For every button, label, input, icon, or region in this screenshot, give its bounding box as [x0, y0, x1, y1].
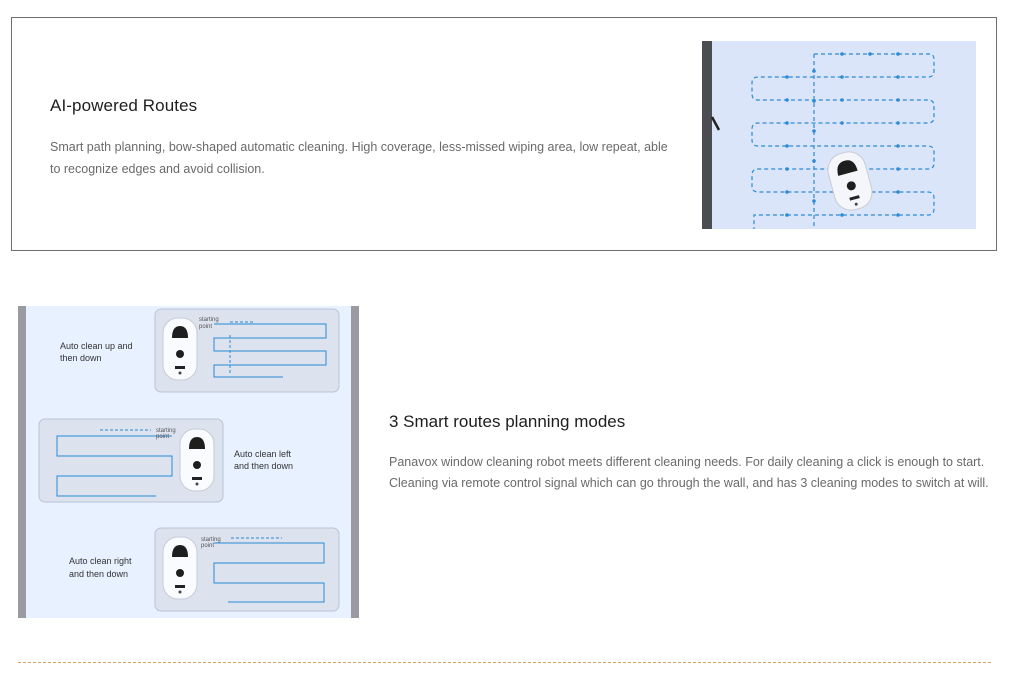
section-divider	[18, 662, 991, 663]
svg-text:point: point	[199, 324, 213, 330]
robot-icon	[163, 537, 197, 599]
feature-ai-routes	[11, 17, 997, 251]
robot-icon	[163, 318, 197, 380]
mode-label: Auto clean up and	[60, 341, 133, 351]
feature-title: AI-powered Routes	[50, 96, 198, 115]
starting-point-label: starting	[199, 317, 219, 323]
svg-text:starting: starting	[156, 428, 176, 434]
svg-text:starting: starting	[201, 537, 221, 543]
svg-text:point: point	[201, 543, 215, 549]
svg-text:and then down: and then down	[234, 461, 294, 471]
svg-text:Auto clean left: Auto clean left	[234, 449, 292, 459]
route-path-illustration	[702, 41, 976, 229]
svg-text:then down: then down	[60, 353, 102, 363]
feature-title: 3 Smart routes planning modes	[389, 412, 626, 431]
robot-icon	[180, 429, 214, 491]
svg-text:Auto clean right: Auto clean right	[69, 556, 132, 566]
cleaning-modes-illustration	[18, 306, 359, 618]
feature-description: Smart path planning, bow-shaped automatic cleaning. High coverage, less-missed wiping area, low repeat, able to recognize edges and avoid collision.	[50, 140, 668, 176]
feature-description: Panavox window cleaning robot meets different cleaning needs. For daily cleaning a click is enough to start. Cleaning via remote control signal which can go through the wall, and has 3 cleaning modes to switch at will.	[389, 455, 989, 490]
svg-text:and then down: and then down	[69, 569, 129, 579]
svg-text:point: point	[156, 434, 170, 440]
